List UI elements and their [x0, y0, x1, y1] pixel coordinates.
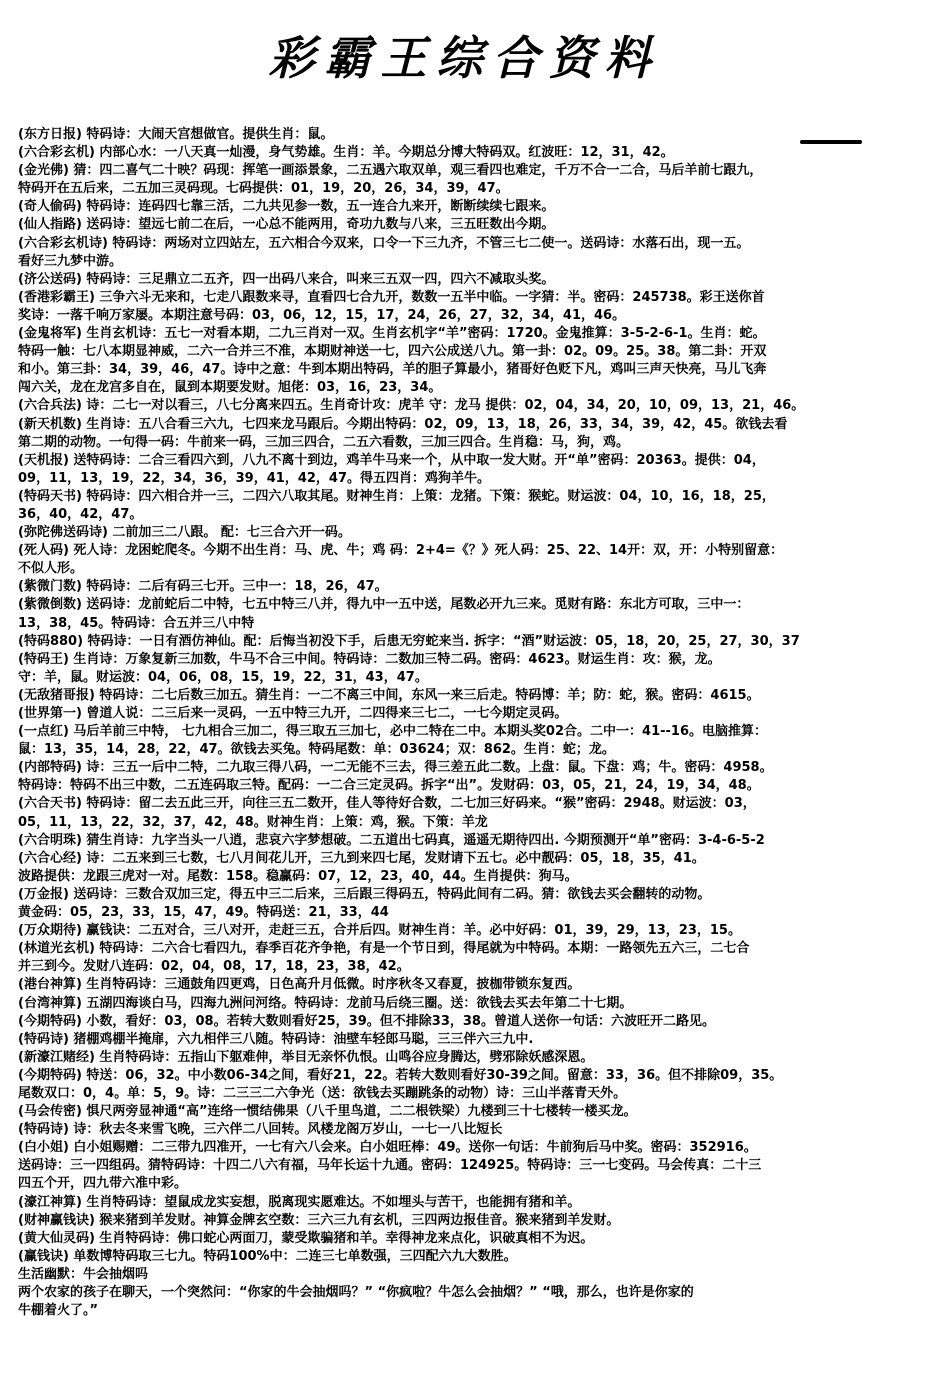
text-line: 第二期的动物。一句得一码：牛前来一码，三加三四合，二五六看数，三加三四合。生肖稳：马，狗，鸡。	[18, 434, 630, 450]
text-line: (天机报) 送特码诗：二合三看四六到，八九不离十到边，鸡羊牛马来一个，从中取一发大财。开“单”密码：20363。提供：04，	[18, 452, 765, 468]
text-line: 闯六关，龙在龙宫多自在，鼠到本期要发财。旭佬：03，16，23，34。	[18, 380, 442, 396]
text-line: (白小姐) 白小姐赐赠：二三带九四准开，一七有六八会来。白小姐旺棒：49。送你一句话：牛前狗后马中奖。密码：352916。	[18, 1140, 757, 1156]
text-line: 黄金码：05，23，33，15，47，49。特码送：21，33，44	[18, 905, 389, 921]
text-line: (特码诗) 猪棚鸡棚半掩扉，六九相伴三八随。特码诗：油壁车轻郎马聪，三三伴六三九中.	[18, 1031, 534, 1047]
text-line: (内部特码) 诗：三五一后中二特，二九取三得八码，一二无能不三去，得三差五此二数。上盘：鼠。下盘：鸡；牛。密码：4958。	[18, 760, 773, 776]
text-line: 波路提供：龙跟三虎对一对。尾数：158。稳赢码：07，12，23，40，44。生肖提供：狗马。	[18, 868, 578, 884]
text-line: 看好三九梦中游。	[18, 253, 123, 269]
text-line: (特码天书) 特码诗：四六相合并一三，二四六八取其尾。财神生肖：上策：龙猪。下策：猴蛇。财运波：04，10，16，18，25，	[18, 488, 775, 504]
text-line: (特码880) 特码诗：一日有酒仿神仙。配：后悔当初没下手，后患无穷蛇来当. 拆字：“酒”财运波：05，18，20，25，27，30，37	[18, 633, 800, 649]
text-line: (台湾神算) 五湖四海谈白马，四海九洲问河络。特码诗：龙前马后绕三圈。送：欲钱去买去年第二十七期。	[18, 995, 633, 1011]
text-line: (万金报) 送码诗：三数合双加三定，得五中三二后来，三后跟三得码五，特码此间有二码。猜：欲钱去买会翻转的动物。	[18, 886, 711, 902]
text-line: (今期特码) 特送：06，32。中小数06-34之间，看好21，22。若转大数则看好30-39之间。留意：33，36。但不排除09，35。	[18, 1067, 783, 1083]
text-line: (六合明珠) 猜生肖诗：九字当头一八逍，悲哀六字梦想破。二五道出七码真，遥遥无期待四出. 今期预测开“单”密码：3-4-6-5-2	[18, 832, 765, 848]
text-line: (财神赢钱诀) 猴来猪到羊发财。神算金牌玄空数：三六三九有玄机，三四两边报佳音。猴来猪到羊发财。	[18, 1212, 620, 1228]
text-line: (世界第一) 曾道人说：二三后来一灵码，一五中特三九开，二四得来三七二，一七今期定灵码。	[18, 706, 568, 721]
text-line: 守：羊，鼠。财运波：04，06，08，15，19，22，31，43，47。	[18, 669, 428, 685]
text-line: (奇人偷码) 特码诗：连码四七靠三活，二九共见参一数，五一连合九来开，断断续续七跟来。	[18, 199, 555, 215]
text-line: (特码诗) 诗：秋去冬来雪飞晚，三六伴二八回转。风楼龙阁万岁山，一七一八比短长	[18, 1122, 503, 1138]
text-line: 牛棚着火了。”	[18, 1303, 99, 1319]
text-line: (香港彩霸王) 三争六斗无来和，七走八跟数来寻，直看四七合九开，数数一五半中临。一字猜：半。密码：245738。彩王送你首	[18, 289, 765, 305]
page-title: 彩霸王综合资料	[268, 31, 661, 85]
text-line: (济公送码) 特码诗：三足鼎立二五齐，四一出码八来合，叫来三五双一四，四六不减取头奖。	[18, 271, 555, 287]
text-line: 特码一触：七八本期显神威，二六一合并三不准，本期财神送一七，四六公成送八九。第一卦：02。09。25。38。第二卦：开双	[18, 344, 767, 360]
text-line: (六合兵法) 诗：二七一对以看三，八七分离来四五。生肖奇计攻：虎羊 守：龙马 提供：02，04，34，20，10，09，13，21，46。	[18, 398, 805, 414]
text-line: (濠江神算) 生肖特码诗：望鼠成龙实妄想，脱离现实愿难达。不如埋头与苦干，也能拥有猪和羊。	[18, 1194, 581, 1210]
text-line: (紫微倒数) 送码诗：龙前蛇后二中特，七五中特三八并，得九中一五中送，尾数必开九三来。觅财有路：东北方可取，三中一：	[18, 597, 750, 613]
text-line: (今期特码) 小数，看好：03，08。若转大数则看好25，39。但不排除33，38。曾道人送你一句话：六波旺开二路见。	[18, 1013, 715, 1029]
text-line: 送码诗：三一四组码。猜特码诗：十四二八六有福，马年长运十九通。密码：124925。特码诗：三一七变码。马会传真：二十三	[18, 1158, 762, 1174]
text-line: 鼠：13，35，14，28，22，47。欲钱去买兔。特码尾数：单：03624；双：862。生肖：蛇；龙。	[18, 742, 615, 758]
text-line: (一点红) 马后羊前三中特， 七九相合三加二，得三取五三加七，必中二特在二中。本期头奖02合。二中一：41--16。电脑推算：	[18, 724, 767, 740]
text-line: (万众期待) 赢钱诀：二五对合，三八对开，走赶三五，合并后四。财神生肖：羊。必中好码：01，39，29，13，23，15。	[18, 923, 741, 939]
text-line: (六合心经) 诗：二五来到三七数，七八月间花儿开，三九到来四七尾，发财请下五七。必中靓码：05，18，35，41。	[18, 850, 705, 866]
text-line: (东方日报) 特码诗：大闹天宫想做官。提供生肖：鼠。	[18, 127, 334, 142]
text-line: 36，40，42，47。	[18, 506, 143, 522]
text-line: (六合彩玄机) 内部心水：一八天真一灿漫，身气势雄。生肖：羊。今期总分博大特码双。红波旺：12，31，42。	[18, 145, 674, 161]
text-line: (港台神算) 生肖特码诗：三通鼓角四更鸡，日色高升月低微。时序秋冬又春夏，披枷带锁东复西。	[18, 977, 581, 993]
article-body	[18, 126, 914, 1320]
text-line: 特码开在五后来，二五加三灵码现。七码提供：01，19，20，26，34，39，47。	[18, 181, 509, 197]
text-line: 四五个开，四九带六准中彩。	[18, 1176, 188, 1192]
text-line: 生活幽默：牛会抽烟吗	[18, 1266, 149, 1282]
text-line: (弥陀佛送码诗) 二前加三二八跟。 配：七三合六开一码。	[18, 525, 351, 541]
text-line: 奖诗：一落千响万家屡。本期注意号码：03，06，12，15，17，24，26，27，32，34，41，46。	[18, 307, 626, 323]
text-line: (紫微门数) 特码诗：二后有码三七开。三中一：18，26，47。	[18, 579, 388, 595]
text-line: 特码诗：特码不出三中数，二五连码取三特。配码：一二合三定灵码。拆字“出”。发财码：03，05，21，24，19，34，48。	[18, 778, 760, 794]
text-line: (赢钱诀) 单数博特码取三七九。特码100%中：二连三七单数强，三四配六九大数胜。	[18, 1248, 517, 1264]
text-line: 并三到今。发财八连码：02，04，08，17，18，23，38，42。	[18, 959, 410, 975]
text-line: 两个农家的孩子在聊天，一个突然问：“你家的牛会抽烟吗？” “你疯啦？牛怎么会抽烟？” “哦，那么，也许是你家的	[18, 1285, 694, 1300]
text-line: 和小。第三卦：34，39，46，47。诗中之意：牛到本期出特码，羊的胆子算最小，猪哥好色贬下凡，鸡叫三声天快亮，马儿飞奔	[18, 362, 767, 378]
text-line: (六合天书) 特码诗：留二去五此三开，向往三五二数开，佳人等待好合数，二七加三好码来。“猴”密码：2948。财运波：03，	[18, 796, 756, 812]
text-line: (死人码) 死人诗：龙困蛇爬冬。今期不出生肖：马、虎、牛；鸡 码：2+4=《？》死人码：25、22、14开：双，开：小特别留意：	[18, 543, 784, 559]
text-line: (六合彩玄机诗) 特码诗：两场对立四站左，五六相合今双来，口令一下三九齐，不管三七二使一。送码诗：水落石出，现一五。	[18, 235, 750, 251]
text-line: 尾数双口：0，4。单：5，9。诗：二三三二六争光（送：欲钱去买蹦跳条的动物）诗：三山半落青天外。	[18, 1085, 627, 1101]
text-line: (金光佛) 猜：四二喜气二十映？码现：挥笔一画添景象，二五遇六取双单，观三看四也难定，千万不合一二合，马后羊前七跟九，	[18, 163, 763, 179]
text-line: (特码王) 生肖诗：万象复新三加数，牛马不合三中间。特码诗：二数加三特二码。密码：4623。财运生肖：攻：猴，龙。	[18, 651, 721, 667]
text-line: 09，11，13，19，22，34，36，39，41，42，47。得五四肖：鸡狗羊牛。	[18, 470, 490, 486]
text-line: (新濠江赌经) 生肖特码诗：五指山下躯难伸，举目无亲怀仇恨。山鸣谷应身腾达，劈邪除妖感深恩。	[18, 1049, 594, 1065]
text-line: 不似人形。	[18, 561, 84, 577]
text-line: 13，38，45。特码诗：合五并三八中特	[18, 615, 255, 631]
text-line: 05，11，13，22，32，37，42，48。财神生肖：上策：鸡，猴。下策：羊龙	[18, 814, 488, 830]
text-line: (仙人指路) 送码诗：望远七前二在后，一心总不能两用，奇功九数与八来，三五旺数出今期。	[18, 217, 555, 233]
text-line: (金鬼将军) 生肖玄机诗：五七一对看本期，二九三肖对一双。生肖玄机字“羊”密码：1720。金鬼推算：3-5-2-6-1。生肖：蛇。	[18, 326, 766, 342]
text-line: (新天机数) 生肖诗：五八合看三六九，七四来龙马跟后。今期出特码：02，09，13，18，26，33，34，39，42，45。欲钱去看	[18, 416, 788, 432]
text-line: (黄大仙灵码) 生肖特码诗：佛口蛇心两面刀，蒙受欺骗猪和羊。幸得神龙来点化，识破真相不为迟。	[18, 1230, 594, 1246]
text-line: (无敌猪哥报) 特码诗：二七后数三加五。猜生肖：一二不离三中间，东风一来三后走。特码博：羊；防：蛇，猴。密码：4615。	[18, 687, 760, 703]
text-line: (林道光玄机) 特码诗：二六合七看四九，春季百花齐争艳，有是一个节日到，得尾就为中特码。本期：一路领先五六三，二七合	[18, 941, 750, 957]
text-line: (马会传密) 惧尺两旁显神通“高”连络一惯结佛果（八千里鸟道，二二根铁梁）九楼到三十七楼转一楼买龙。	[18, 1104, 637, 1120]
